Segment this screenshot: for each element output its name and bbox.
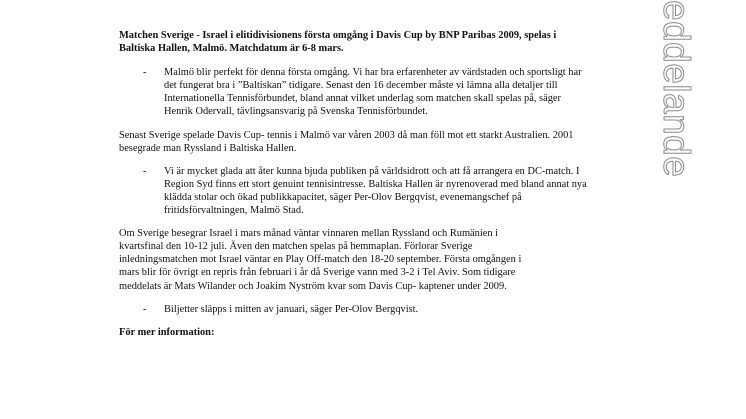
quote-text: Malmö blir perfekt för denna första omgång. Vi har bra erfarenheter av värdstaden och sportsligt har det fungerat bra i ”Baltiskan” tidigare. Senast den 16 december måste vi lämna alla detaljer till Internationella Tennisförbundet, bland annat vilket underlag som matchen skall spelas på, säger Henrik Odervall, tävlingsansvarig på Svenska Tennisförbundet. <box>164 67 582 118</box>
vertical-header-text: eddelande <box>656 0 697 178</box>
quote-henrik-odervall <box>119 66 589 118</box>
quote-text: Biljetter släpps i mitten av januari, säger Per-Olov Bergqvist. <box>164 303 419 315</box>
press-release-heading: Matchen Sverige - Israel i elitidivisionens första omgång i Davis Cup by BNP Paribas 2009, spelas i Baltiska Hallen, Malmö. Matchdatum är 6-8 mars. <box>119 30 557 55</box>
quote-tickets <box>119 303 589 316</box>
press-release-body <box>119 29 589 339</box>
paragraph-schedule: Om Sverige besegrar Israel i mars månad väntar vinnaren mellan Ryssland och Rumänien i kvartsfinal den 10-12 juli. Även den matchen spelas på hemmaplan. Förlorar Sverige inledningsmatchen mot Israel väntar en Play Off-match den 18-20 september. Första omgången i mars blir för övrigt en repris från februari i år då Sverige vann med 3-2 i Tel Aviv. Som tidigare meddelats är Mats Wilander och Joakim Nyström kvar som Davis Cup- kaptener under 2009. <box>119 228 522 292</box>
bullet-dash: - <box>143 67 147 79</box>
bullet-dash: - <box>143 303 147 315</box>
vertical-header-word <box>643 0 703 250</box>
quote-per-olov-bergqvist <box>119 165 589 217</box>
paragraph-history: Senast Sverige spelade Davis Cup- tennis i Malmö var våren 2003 då man föll mot ett starkt Australien. 2001 besegrade man Ryssland i Baltiska Hallen. <box>119 129 574 154</box>
bullet-dash: - <box>143 165 147 177</box>
quote-text: Vi är mycket glada att åter kunna bjuda publiken på världsidrott och att få arrangera en DC-match. I Region Syd finns ett stort genuint tennisintresse. Baltiska Hallen är nyrenoverad med bland annat nya klädda stolar och ökad publikkapacitet, säger Per-Olov Bergqvist, evenemangschef på fritidsförvaltningen, Malmö Stad. <box>164 165 587 217</box>
more-info-heading: För mer information: <box>119 326 215 338</box>
